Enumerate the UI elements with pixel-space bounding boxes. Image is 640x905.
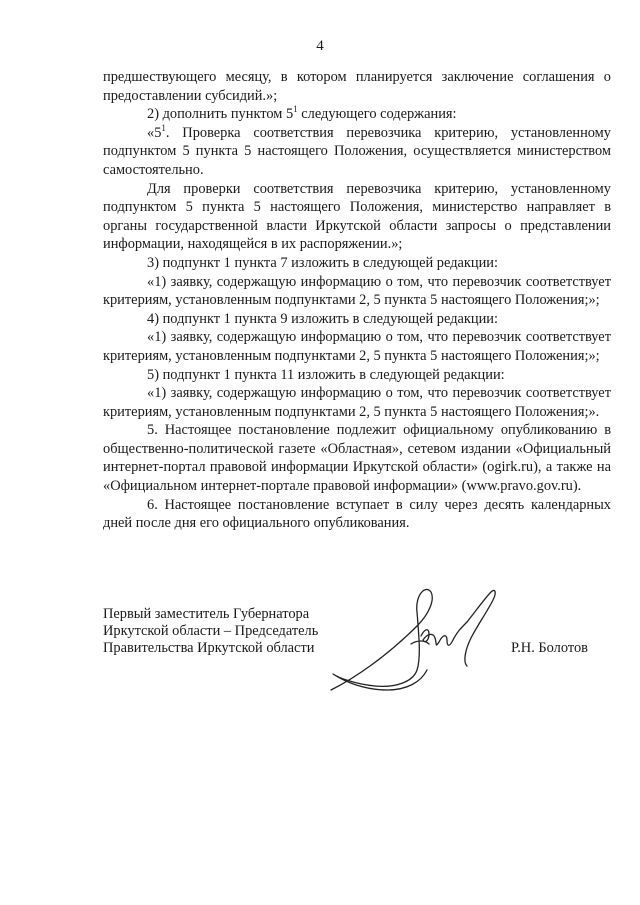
paragraph-amendment-5: 5) подпункт 1 пункта 11 изложить в следующей редакции: <box>147 366 505 383</box>
signature-block <box>103 600 611 710</box>
paragraph-continuation: предшествующего месяцу, в котором планируется заключение соглашения о предоставлении субсидий.»; <box>103 69 611 104</box>
paragraph-publication: 5. Настоящее постановление подлежит официальному опубликованию в общественно-политической газете «Областная», сетевом издании «Официальный интернет-портал правовой информации Иркутской области» (ogirk.ru), а также на «Официальном интернет-портале правовой информации» (www.pravo.gov.ru). <box>103 422 611 495</box>
paragraph-amendment-4: 4) подпункт 1 пункта 9 изложить в следующей редакции: <box>147 310 498 327</box>
document-body <box>103 68 611 533</box>
paragraph-clause-5-1: «$5^1$. Проверка соответствия перевозчика критерию, установленному подпунктом 5 пункта 5 настоящего Положения, осуществляется министерством самостоятельно. <box>103 122 611 178</box>
signer-title-line: Иркутской области – Председатель <box>103 623 319 639</box>
paragraph-amendment-3: 3) подпункт 1 пункта 7 изложить в следующей редакции: <box>147 254 498 271</box>
signer-title-line: Первый заместитель Губернатора <box>103 606 310 622</box>
paragraph-amendment-2: 2) дополнить пунктом $5^1$ следующего содержания: <box>147 104 457 123</box>
page-number: 4 <box>316 38 324 54</box>
paragraph-amendment-4-text: «1) заявку, содержащую информацию о том, что перевозчик соответствует критериям, установленным подпунктами 2, 5 пункта 5 настоящего Положения;»; <box>103 329 611 364</box>
paragraph-amendment-5-text: «1) заявку, содержащую информацию о том, что перевозчик соответствует критериям, установленным подпунктами 2, 5 пункта 5 настоящего Положения;». <box>103 385 611 420</box>
signer-title-line: Правительства Иркутской области <box>103 640 315 656</box>
signer-title <box>103 606 333 657</box>
handwritten-signature <box>325 578 505 708</box>
paragraph-verification-requests: Для проверки соответствия перевозчика критерию, установленному подпунктом 5 пункта 5 настоящего Положения, министерство направляет в органы государственной власти Иркутской области запросы о представлении информации, находящейся в их распоряжении.»; <box>103 180 611 253</box>
paragraph-entry-into-force: 6. Настоящее постановление вступает в силу через десять календарных дней после дня его официального опубликования. <box>103 496 611 532</box>
paragraph-amendment-3-text: «1) заявку, содержащую информацию о том, что перевозчик соответствует критериям, установленным подпунктами 2, 5 пункта 5 настоящего Положения;»; <box>103 273 611 309</box>
signer-name: Р.Н. Болотов <box>511 640 588 656</box>
